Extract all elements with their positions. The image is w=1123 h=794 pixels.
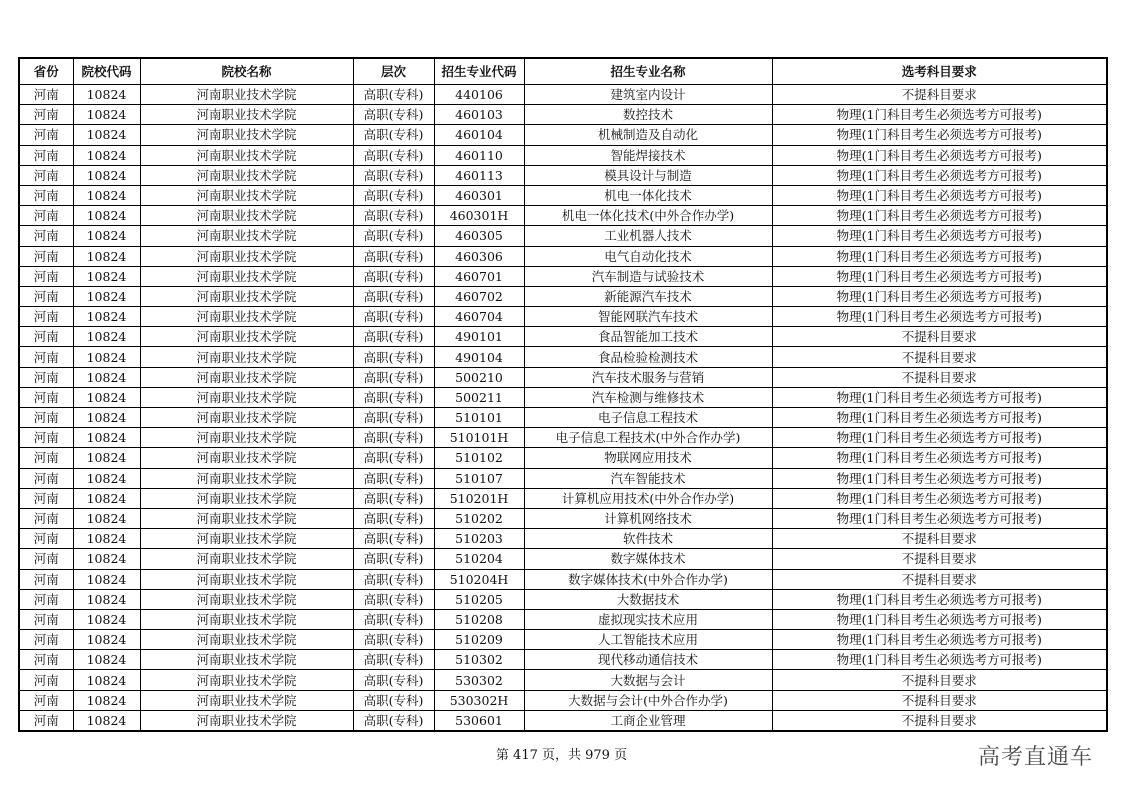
cell-subject-requirement: 物理(1门科目考生必须选考方可报考) (772, 468, 1107, 488)
cell-school-code: 10824 (73, 408, 140, 428)
table-row (19, 428, 1107, 448)
header-row (19, 58, 1107, 85)
table-row (19, 367, 1107, 387)
cell-major-name: 电子信息工程技术(中外合作办学) (524, 428, 772, 448)
table-row (19, 670, 1107, 690)
cell-level: 高职(专科) (353, 85, 434, 105)
cell-school-code: 10824 (73, 609, 140, 629)
cell-province: 河南 (19, 710, 73, 731)
table-row (19, 468, 1107, 488)
cell-subject-requirement: 物理(1门科目考生必须选考方可报考) (772, 448, 1107, 468)
cell-school-code: 10824 (73, 145, 140, 165)
cell-major-name: 模具设计与制造 (524, 165, 772, 185)
cell-major-name: 智能焊接技术 (524, 145, 772, 165)
cell-school-code: 10824 (73, 105, 140, 125)
cell-major-name: 食品智能加工技术 (524, 327, 772, 347)
cell-subject-requirement: 物理(1门科目考生必须选考方可报考) (772, 589, 1107, 609)
cell-province: 河南 (19, 367, 73, 387)
watermark: 高考直通车 (978, 745, 1094, 770)
table-row (19, 690, 1107, 710)
cell-subject-requirement: 物理(1门科目考生必须选考方可报考) (772, 185, 1107, 205)
cell-major-name: 汽车检测与维修技术 (524, 387, 772, 407)
cell-school-name: 河南职业技术学院 (140, 125, 353, 145)
cell-major-code: 530302H (434, 690, 524, 710)
cell-major-code: 460301 (434, 185, 524, 205)
cell-major-name: 新能源汽车技术 (524, 286, 772, 306)
cell-level: 高职(专科) (353, 246, 434, 266)
cell-school-name: 河南职业技术学院 (140, 408, 353, 428)
cell-level: 高职(专科) (353, 206, 434, 226)
cell-subject-requirement: 物理(1门科目考生必须选考方可报考) (772, 508, 1107, 528)
cell-school-name: 河南职业技术学院 (140, 226, 353, 246)
table-row (19, 307, 1107, 327)
cell-major-code: 440106 (434, 85, 524, 105)
cell-school-code: 10824 (73, 165, 140, 185)
cell-school-name: 河南职业技术学院 (140, 387, 353, 407)
table-row (19, 327, 1107, 347)
cell-school-name: 河南职业技术学院 (140, 266, 353, 286)
cell-province: 河南 (19, 125, 73, 145)
cell-school-code: 10824 (73, 690, 140, 710)
cell-major-code: 530601 (434, 710, 524, 731)
cell-level: 高职(专科) (353, 630, 434, 650)
cell-level: 高职(专科) (353, 105, 434, 125)
cell-school-code: 10824 (73, 508, 140, 528)
cell-school-name: 河南职业技术学院 (140, 488, 353, 508)
cell-subject-requirement: 不提科目要求 (772, 367, 1107, 387)
cell-major-code: 460104 (434, 125, 524, 145)
cell-school-code: 10824 (73, 569, 140, 589)
cell-school-name: 河南职业技术学院 (140, 549, 353, 569)
cell-major-name: 计算机应用技术(中外合作办学) (524, 488, 772, 508)
cell-level: 高职(专科) (353, 529, 434, 549)
table-row (19, 145, 1107, 165)
table-row (19, 650, 1107, 670)
cell-school-code: 10824 (73, 307, 140, 327)
cell-major-code: 510204 (434, 549, 524, 569)
cell-major-name: 汽车智能技术 (524, 468, 772, 488)
cell-major-name: 机电一体化技术 (524, 185, 772, 205)
cell-subject-requirement: 不提科目要求 (772, 549, 1107, 569)
table-row (19, 125, 1107, 145)
cell-level: 高职(专科) (353, 286, 434, 306)
cell-school-code: 10824 (73, 428, 140, 448)
cell-major-code: 460306 (434, 246, 524, 266)
cell-major-code: 510209 (434, 630, 524, 650)
cell-province: 河南 (19, 569, 73, 589)
cell-major-name: 计算机网络技术 (524, 508, 772, 528)
cell-school-code: 10824 (73, 226, 140, 246)
cell-school-name: 河南职业技术学院 (140, 165, 353, 185)
cell-school-name: 河南职业技术学院 (140, 710, 353, 731)
table-row (19, 529, 1107, 549)
table-row (19, 488, 1107, 508)
cell-school-name: 河南职业技术学院 (140, 307, 353, 327)
cell-school-code: 10824 (73, 650, 140, 670)
cell-province: 河南 (19, 428, 73, 448)
cell-school-code: 10824 (73, 549, 140, 569)
cell-major-code: 460704 (434, 307, 524, 327)
cell-school-name: 河南职业技术学院 (140, 650, 353, 670)
table-row (19, 408, 1107, 428)
cell-school-name: 河南职业技术学院 (140, 246, 353, 266)
cell-subject-requirement: 不提科目要求 (772, 529, 1107, 549)
cell-province: 河南 (19, 609, 73, 629)
cell-major-name: 大数据与会计 (524, 670, 772, 690)
cell-major-code: 510107 (434, 468, 524, 488)
cell-province: 河南 (19, 650, 73, 670)
table-row (19, 387, 1107, 407)
cell-province: 河南 (19, 165, 73, 185)
cell-school-name: 河南职业技术学院 (140, 448, 353, 468)
cell-level: 高职(专科) (353, 690, 434, 710)
table-row (19, 105, 1107, 125)
cell-school-code: 10824 (73, 387, 140, 407)
cell-school-name: 河南职业技术学院 (140, 367, 353, 387)
cell-province: 河南 (19, 529, 73, 549)
cell-province: 河南 (19, 488, 73, 508)
cell-major-code: 460110 (434, 145, 524, 165)
cell-major-code: 510205 (434, 589, 524, 609)
cell-school-code: 10824 (73, 85, 140, 105)
cell-subject-requirement: 物理(1门科目考生必须选考方可报考) (772, 165, 1107, 185)
column-header-province: 省份 (19, 58, 73, 85)
cell-major-name: 大数据与会计(中外合作办学) (524, 690, 772, 710)
cell-major-code: 510302 (434, 650, 524, 670)
cell-major-code: 460701 (434, 266, 524, 286)
cell-province: 河南 (19, 387, 73, 407)
cell-major-code: 530302 (434, 670, 524, 690)
cell-level: 高职(专科) (353, 408, 434, 428)
table-row (19, 266, 1107, 286)
cell-school-name: 河南职业技术学院 (140, 609, 353, 629)
cell-major-code: 510202 (434, 508, 524, 528)
cell-subject-requirement: 物理(1门科目考生必须选考方可报考) (772, 246, 1107, 266)
cell-school-code: 10824 (73, 347, 140, 367)
cell-major-name: 电气自动化技术 (524, 246, 772, 266)
cell-school-name: 河南职业技术学院 (140, 630, 353, 650)
cell-province: 河南 (19, 85, 73, 105)
cell-major-code: 490101 (434, 327, 524, 347)
table-row (19, 609, 1107, 629)
cell-level: 高职(专科) (353, 226, 434, 246)
cell-level: 高职(专科) (353, 307, 434, 327)
cell-level: 高职(专科) (353, 347, 434, 367)
cell-school-name: 河南职业技术学院 (140, 347, 353, 367)
cell-major-code: 460305 (434, 226, 524, 246)
column-header-subject-requirement: 选考科目要求 (772, 58, 1107, 85)
cell-level: 高职(专科) (353, 367, 434, 387)
cell-subject-requirement: 物理(1门科目考生必须选考方可报考) (772, 105, 1107, 125)
cell-school-name: 河南职业技术学院 (140, 286, 353, 306)
cell-level: 高职(专科) (353, 266, 434, 286)
cell-major-name: 汽车制造与试验技术 (524, 266, 772, 286)
cell-major-name: 机械制造及自动化 (524, 125, 772, 145)
cell-major-code: 510204H (434, 569, 524, 589)
cell-school-name: 河南职业技术学院 (140, 105, 353, 125)
cell-school-code: 10824 (73, 670, 140, 690)
cell-school-name: 河南职业技术学院 (140, 327, 353, 347)
cell-subject-requirement: 物理(1门科目考生必须选考方可报考) (772, 125, 1107, 145)
cell-school-code: 10824 (73, 630, 140, 650)
cell-school-name: 河南职业技术学院 (140, 185, 353, 205)
cell-school-name: 河南职业技术学院 (140, 670, 353, 690)
cell-major-name: 汽车技术服务与营销 (524, 367, 772, 387)
cell-level: 高职(专科) (353, 589, 434, 609)
cell-province: 河南 (19, 226, 73, 246)
admissions-table (18, 57, 1108, 732)
cell-major-code: 500211 (434, 387, 524, 407)
cell-major-name: 物联网应用技术 (524, 448, 772, 468)
table-row (19, 206, 1107, 226)
cell-major-name: 建筑室内设计 (524, 85, 772, 105)
cell-level: 高职(专科) (353, 508, 434, 528)
cell-subject-requirement: 物理(1门科目考生必须选考方可报考) (772, 286, 1107, 306)
cell-school-name: 河南职业技术学院 (140, 468, 353, 488)
cell-level: 高职(专科) (353, 710, 434, 731)
cell-major-code: 510208 (434, 609, 524, 629)
table-row (19, 185, 1107, 205)
cell-province: 河南 (19, 448, 73, 468)
cell-school-name: 河南职业技术学院 (140, 206, 353, 226)
cell-school-code: 10824 (73, 185, 140, 205)
cell-school-code: 10824 (73, 286, 140, 306)
cell-level: 高职(专科) (353, 650, 434, 670)
cell-level: 高职(专科) (353, 428, 434, 448)
table-row (19, 589, 1107, 609)
cell-school-code: 10824 (73, 206, 140, 226)
cell-province: 河南 (19, 508, 73, 528)
cell-province: 河南 (19, 145, 73, 165)
cell-province: 河南 (19, 307, 73, 327)
column-header-school-name: 院校名称 (140, 58, 353, 85)
cell-subject-requirement: 物理(1门科目考生必须选考方可报考) (772, 206, 1107, 226)
cell-province: 河南 (19, 408, 73, 428)
table-row (19, 508, 1107, 528)
cell-level: 高职(专科) (353, 448, 434, 468)
cell-level: 高职(专科) (353, 327, 434, 347)
table-row (19, 549, 1107, 569)
cell-major-code: 460301H (434, 206, 524, 226)
table-row (19, 347, 1107, 367)
cell-province: 河南 (19, 206, 73, 226)
cell-province: 河南 (19, 347, 73, 367)
cell-subject-requirement: 不提科目要求 (772, 85, 1107, 105)
cell-major-name: 大数据技术 (524, 589, 772, 609)
cell-major-name: 数字媒体技术 (524, 549, 772, 569)
cell-major-name: 现代移动通信技术 (524, 650, 772, 670)
cell-subject-requirement: 物理(1门科目考生必须选考方可报考) (772, 609, 1107, 629)
cell-major-name: 食品检验检测技术 (524, 347, 772, 367)
cell-subject-requirement: 不提科目要求 (772, 670, 1107, 690)
cell-subject-requirement: 物理(1门科目考生必须选考方可报考) (772, 630, 1107, 650)
column-header-major-code: 招生专业代码 (434, 58, 524, 85)
cell-subject-requirement: 不提科目要求 (772, 347, 1107, 367)
table-header (19, 58, 1107, 85)
cell-school-name: 河南职业技术学院 (140, 589, 353, 609)
cell-school-code: 10824 (73, 266, 140, 286)
page-number: 第 417 页，共 979 页 (495, 748, 628, 763)
cell-subject-requirement: 物理(1门科目考生必须选考方可报考) (772, 387, 1107, 407)
table-row (19, 630, 1107, 650)
table-row (19, 226, 1107, 246)
cell-province: 河南 (19, 670, 73, 690)
cell-major-name: 虚拟现实技术应用 (524, 609, 772, 629)
cell-school-name: 河南职业技术学院 (140, 690, 353, 710)
cell-subject-requirement: 物理(1门科目考生必须选考方可报考) (772, 428, 1107, 448)
cell-province: 河南 (19, 549, 73, 569)
cell-subject-requirement: 物理(1门科目考生必须选考方可报考) (772, 226, 1107, 246)
cell-major-code: 500210 (434, 367, 524, 387)
cell-major-code: 460702 (434, 286, 524, 306)
cell-major-code: 490104 (434, 347, 524, 367)
cell-subject-requirement: 物理(1门科目考生必须选考方可报考) (772, 307, 1107, 327)
cell-major-name: 工业机器人技术 (524, 226, 772, 246)
column-header-major-name: 招生专业名称 (524, 58, 772, 85)
cell-subject-requirement: 物理(1门科目考生必须选考方可报考) (772, 488, 1107, 508)
cell-major-code: 460103 (434, 105, 524, 125)
cell-province: 河南 (19, 468, 73, 488)
cell-subject-requirement: 不提科目要求 (772, 710, 1107, 731)
cell-school-code: 10824 (73, 327, 140, 347)
cell-level: 高职(专科) (353, 165, 434, 185)
cell-province: 河南 (19, 327, 73, 347)
cell-school-code: 10824 (73, 589, 140, 609)
cell-province: 河南 (19, 589, 73, 609)
cell-level: 高职(专科) (353, 185, 434, 205)
cell-major-name: 机电一体化技术(中外合作办学) (524, 206, 772, 226)
cell-school-code: 10824 (73, 529, 140, 549)
cell-province: 河南 (19, 630, 73, 650)
cell-major-code: 510102 (434, 448, 524, 468)
cell-major-name: 智能网联汽车技术 (524, 307, 772, 327)
cell-school-name: 河南职业技术学院 (140, 569, 353, 589)
cell-school-code: 10824 (73, 488, 140, 508)
cell-major-name: 数字媒体技术(中外合作办学) (524, 569, 772, 589)
cell-major-code: 460113 (434, 165, 524, 185)
cell-level: 高职(专科) (353, 569, 434, 589)
cell-major-name: 数控技术 (524, 105, 772, 125)
cell-major-code: 510203 (434, 529, 524, 549)
cell-subject-requirement: 不提科目要求 (772, 569, 1107, 589)
cell-school-code: 10824 (73, 710, 140, 731)
cell-major-code: 510101H (434, 428, 524, 448)
cell-level: 高职(专科) (353, 387, 434, 407)
cell-major-name: 工商企业管理 (524, 710, 772, 731)
cell-school-name: 河南职业技术学院 (140, 508, 353, 528)
cell-school-name: 河南职业技术学院 (140, 428, 353, 448)
cell-province: 河南 (19, 266, 73, 286)
cell-major-name: 软件技术 (524, 529, 772, 549)
cell-level: 高职(专科) (353, 145, 434, 165)
cell-province: 河南 (19, 690, 73, 710)
cell-level: 高职(专科) (353, 670, 434, 690)
cell-subject-requirement: 不提科目要求 (772, 327, 1107, 347)
cell-level: 高职(专科) (353, 468, 434, 488)
cell-province: 河南 (19, 105, 73, 125)
cell-level: 高职(专科) (353, 488, 434, 508)
cell-province: 河南 (19, 286, 73, 306)
column-header-school-code: 院校代码 (73, 58, 140, 85)
table-row (19, 710, 1107, 731)
table-row (19, 286, 1107, 306)
cell-school-code: 10824 (73, 367, 140, 387)
cell-level: 高职(专科) (353, 125, 434, 145)
column-header-level: 层次 (353, 58, 434, 85)
cell-school-name: 河南职业技术学院 (140, 145, 353, 165)
cell-school-name: 河南职业技术学院 (140, 529, 353, 549)
cell-school-code: 10824 (73, 125, 140, 145)
cell-subject-requirement: 不提科目要求 (772, 690, 1107, 710)
cell-subject-requirement: 物理(1门科目考生必须选考方可报考) (772, 408, 1107, 428)
table-row (19, 569, 1107, 589)
cell-major-name: 人工智能技术应用 (524, 630, 772, 650)
cell-subject-requirement: 物理(1门科目考生必须选考方可报考) (772, 145, 1107, 165)
cell-subject-requirement: 物理(1门科目考生必须选考方可报考) (772, 650, 1107, 670)
cell-province: 河南 (19, 185, 73, 205)
admissions-sheet (18, 57, 1106, 732)
cell-subject-requirement: 物理(1门科目考生必须选考方可报考) (772, 266, 1107, 286)
cell-level: 高职(专科) (353, 549, 434, 569)
table-row (19, 448, 1107, 468)
cell-major-code: 510101 (434, 408, 524, 428)
table-row (19, 246, 1107, 266)
cell-school-code: 10824 (73, 448, 140, 468)
table-row (19, 85, 1107, 105)
cell-school-code: 10824 (73, 468, 140, 488)
cell-major-code: 510201H (434, 488, 524, 508)
cell-school-code: 10824 (73, 246, 140, 266)
table-body (19, 85, 1107, 732)
cell-major-name: 电子信息工程技术 (524, 408, 772, 428)
cell-province: 河南 (19, 246, 73, 266)
table-row (19, 165, 1107, 185)
cell-school-name: 河南职业技术学院 (140, 85, 353, 105)
cell-level: 高职(专科) (353, 609, 434, 629)
